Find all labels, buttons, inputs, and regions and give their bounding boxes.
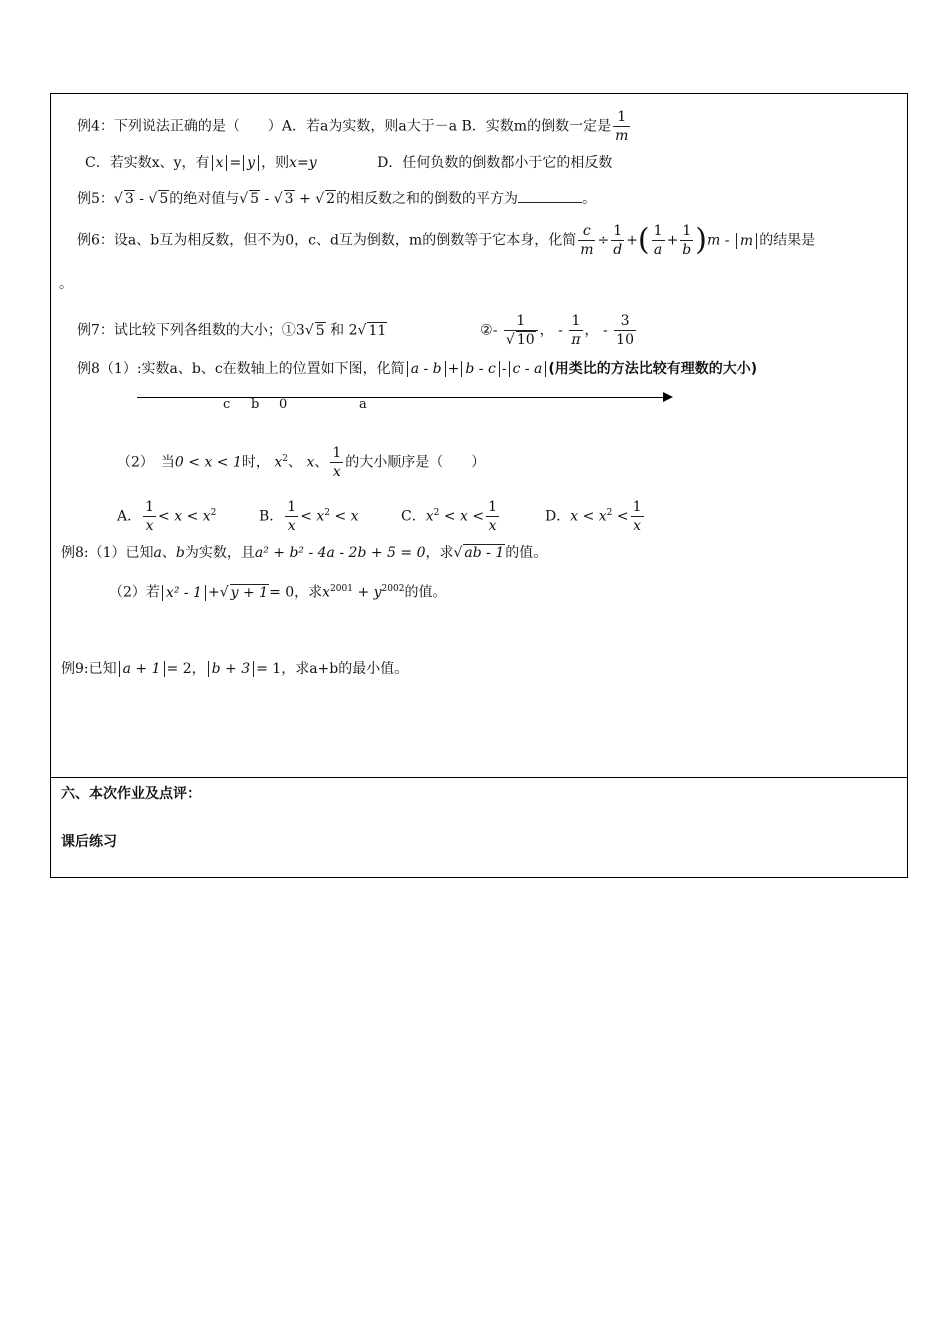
fraction-one-over-m: $\frac{1}{m}$ [615, 109, 629, 144]
example-8-part1: 例8（1）:实数a、b、c在数轴上的位置如下图，化简 a - b + b - c - c - a (用类比的方法比较有理数的大小) [77, 361, 758, 377]
number-line [137, 397, 667, 398]
example-8b-part2: （2）若 x² - 1 +√ y + 1= 0，求$x^{2001} + y^{2002}$的值。 [109, 584, 447, 601]
section-6-sub: 课后练习 [61, 834, 117, 850]
example-4-line1: 例4：下列说法正确的是（ ）A．若a为实数，则a大于－a B．实数m的倒数一定是 $\frac{1}{m}$ [77, 109, 629, 144]
axis-label-a: a [359, 397, 367, 412]
example-8-part2: （2） 当0 < x < 1时， $x^2$、 x、 $\frac{1}{x}$ 的大小顺序是（ ） [117, 445, 486, 480]
option-d: D．$x < x^2$ < $\frac{1}{x}$ [545, 499, 642, 534]
example-4-line2: C．若实数x、y，有 x = y ，则x=y D．任何负数的倒数都小于它的相反数 [85, 155, 613, 171]
number-line-arrow [663, 392, 673, 402]
example-9: 例9:已知 a + 1 = 2， b + 3 = 1，求a+b的最小值。 [61, 661, 409, 677]
example-8b-part1: 例8:（1）已知a、b为实数，且a² + b² - 4a - 2b + 5 = 0，求√ ab - 1的值。 [61, 545, 548, 561]
axis-label-b: b [251, 397, 260, 412]
example-7: 例7：试比较下列各组数的大小；①3√ 5 和 2√ 11 ②- $\frac{1}{√ 10}$ ， - $\frac{1}{\pi}$ ， - $\frac{3}{10}$ [77, 313, 634, 348]
example-5: 例5：√ 3 - √ 5的绝对值与√ 5 - √ 3 + √ 2的相反数之和的倒数的平方为 。 [77, 188, 596, 209]
example-6-end: 。 [59, 276, 73, 292]
section-divider [51, 777, 907, 778]
axis-label-zero: 0 [279, 397, 288, 412]
example-6: 例6：设a、b互为相反数，但不为0，c、d互为倒数，m的倒数等于它本身，化简 $\frac{c}{m}$ ÷ $\frac{1}{d}$ +( $\frac{1}{a}$ + $\frac{1}{b}$ )m - m 的结果是 [77, 222, 816, 258]
answer-blank [518, 188, 582, 203]
section-6-title: 六、本次作业及点评： [61, 786, 201, 802]
option-b: B． $\frac{1}{x}$ < $x^2 < x$ [259, 499, 359, 534]
option-c: C．$x^2 < x$ < $\frac{1}{x}$ [401, 499, 497, 534]
option-a: A． $\frac{1}{x}$ < $x < x^2$ [117, 499, 217, 534]
worksheet-frame [50, 93, 908, 878]
axis-label-c: c [223, 397, 231, 412]
